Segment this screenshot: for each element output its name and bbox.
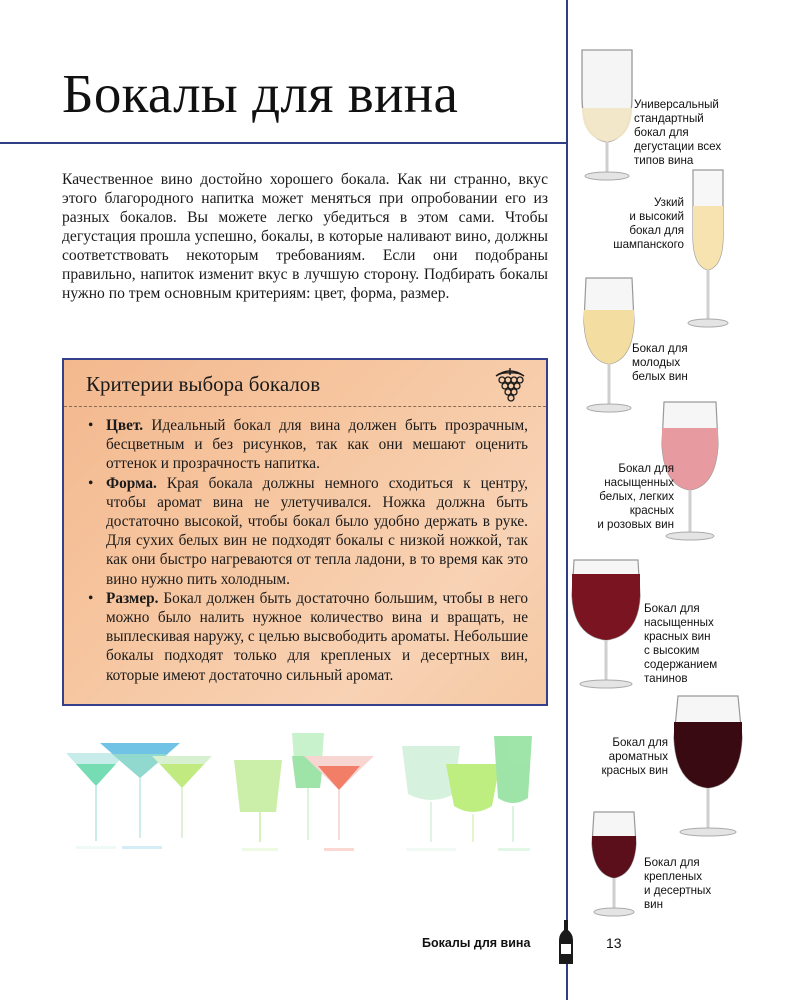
bullet-icon: • [88, 589, 94, 607]
footer-section-title: Бокалы для вина [422, 936, 531, 950]
decorative-glasses-illustration [62, 728, 552, 878]
tannic-red-wine-glass-icon [568, 556, 644, 692]
criteria-term: Форма. [106, 474, 157, 492]
criteria-list [88, 416, 528, 685]
glass-caption-tannic-red: Бокал для насыщенных красных вин с высоким содержанием танинов [644, 602, 718, 685]
fortified-wine-glass-icon [586, 808, 642, 920]
glass-caption-young-white: Бокал для молодых белых вин [632, 342, 688, 383]
bullet-icon: • [88, 474, 94, 492]
criteria-item-color [88, 416, 528, 474]
criteria-item-size [88, 589, 528, 685]
criteria-term: Цвет. [106, 417, 144, 434]
glass-caption-fortified: Бокал для крепленых и десертных вин [644, 856, 712, 911]
bullet-icon: • [88, 417, 94, 434]
criteria-text: Идеальный бокал для вина должен быть прозрачным, бесцветным и без рисунков, так как они мешают оценить оттенок и прозрачность напитка. [106, 417, 529, 473]
grape-icon [490, 366, 530, 402]
criteria-text: Бокал должен быть достаточно большим, чтобы в него можно было налить нужное количество вина и вращать, не выплескивая наружу, с целью высвободить ароматы. Небольшие бокалы подходят только для крепленых и десертных вин, которые имеют достаточно сильный аромат. [106, 589, 528, 684]
aromatic-red-wine-glass-icon [668, 692, 748, 840]
title-underline [0, 142, 568, 144]
criteria-box-header [64, 360, 546, 407]
criteria-box-title: Критерии выбора бокалов [86, 372, 321, 396]
glass-caption-champagne: Узкий и высокий бокал для шампанского [613, 196, 684, 251]
glass-caption-universal: Универсальный стандартный бокал для дегустации всех типов вина [634, 98, 722, 167]
criteria-term: Размер. [106, 589, 159, 607]
criteria-box [62, 358, 548, 706]
intro-paragraph: Качественное вино достойно хорошего бокала. Как ни странно, вкус этого благородного напитка может меняться при опробовании его из разных бокалов. Вы можете легко убедиться в этом сами. Чтобы дегустация прошла успешно, бокалы, в которые наливают вино, должны соответствовать некоторым требованиям. Если они подобраны правильно, напиток изменит вкус в лучшую сторону. Подбирать бокалы нужно по трем основным критериям: цвет, форма, размер. [62, 171, 548, 302]
criteria-item-shape [88, 474, 528, 589]
criteria-text: Края бокала должны немного сходиться к центру, чтобы аромат вина не улетучивался. Ножка должна быть достаточно высокой, чтобы бокал было удобно держать в руке. Для сухих белых вин не подходят бокалы с низкой ножкой, так как они быстро нагреваются от тепла ладони, в то время как это вино нужно пить холодным. [106, 474, 528, 588]
page-number: 13 [606, 935, 622, 951]
wine-bottle-icon [556, 920, 576, 966]
champagne-glass-icon [683, 166, 733, 330]
glass-caption-rose: Бокал для насыщенных белых, легких красных и розовых вин [597, 462, 674, 531]
young-white-wine-glass-icon [578, 274, 640, 416]
universal-glass-icon [574, 46, 640, 182]
glass-caption-aromatic-red: Бокал для ароматных красных вин [601, 736, 668, 777]
page-title: Бокалы для вина [62, 63, 459, 124]
